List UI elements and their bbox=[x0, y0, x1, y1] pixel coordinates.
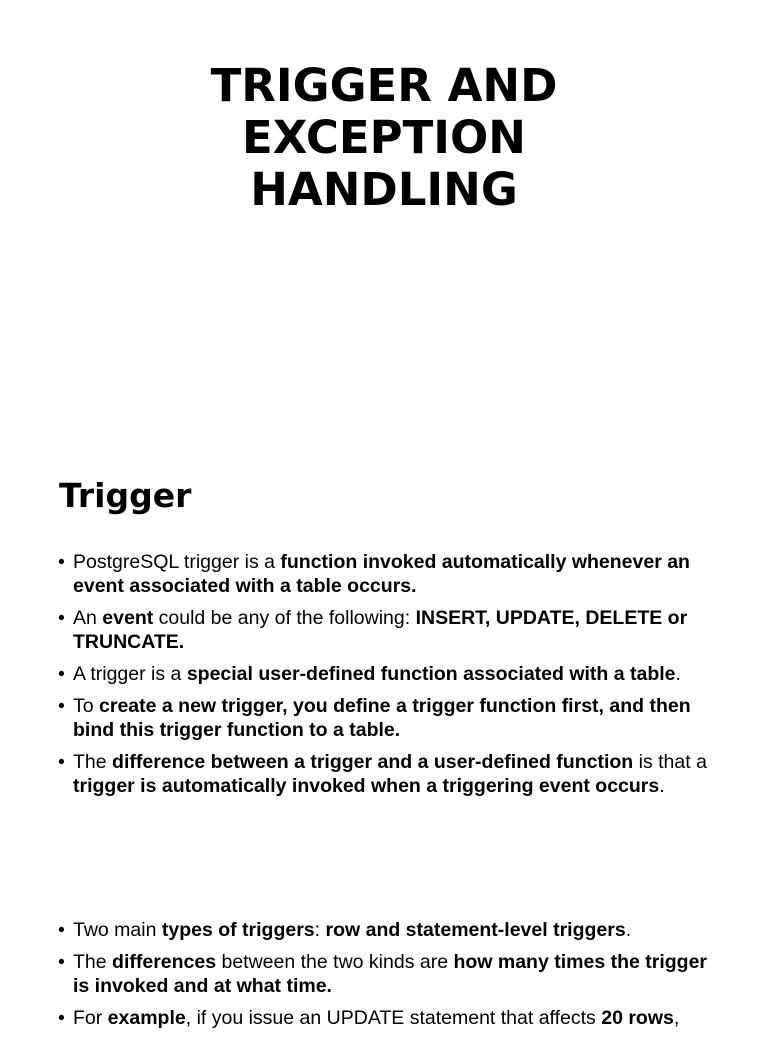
bullet-item bbox=[58, 662, 708, 686]
bold-text: special user-defined function associated with a table bbox=[186, 663, 676, 685]
title-line: EXCEPTION bbox=[242, 111, 526, 164]
bullet-item bbox=[58, 950, 708, 998]
text: For bbox=[73, 1007, 108, 1029]
bold-text: function invoked automatically whenever an event associated with a table occurs. bbox=[73, 551, 690, 597]
text: : bbox=[314, 919, 326, 941]
text: . bbox=[625, 919, 632, 941]
slide-heading: Trigger bbox=[59, 476, 192, 515]
bold-text: how many times the trigger is invoked and at what time. bbox=[73, 951, 708, 997]
text: An bbox=[73, 607, 103, 629]
presentation-title bbox=[0, 60, 768, 216]
bold-text: event bbox=[102, 607, 154, 629]
bullet-item bbox=[58, 918, 708, 942]
bold-text: types of triggers bbox=[161, 919, 315, 941]
text: between the two kinds are bbox=[216, 951, 454, 973]
slide-title bbox=[0, 0, 768, 430]
slide-trigger-types bbox=[0, 860, 768, 1029]
text: To bbox=[73, 695, 100, 717]
text: The bbox=[73, 951, 113, 973]
bold-text: row and statement-level triggers bbox=[325, 919, 626, 941]
bold-text: difference between a trigger and a user-defined function bbox=[112, 751, 634, 773]
bold-text: create a new trigger, you define a trigger function first, and then bind this trigger function to a table. bbox=[73, 695, 691, 741]
bullet-dot-icon: • bbox=[58, 1007, 65, 1029]
text: is that a bbox=[633, 751, 707, 773]
bullet-item bbox=[58, 1006, 708, 1030]
bold-text: example bbox=[107, 1007, 186, 1029]
bullet-dot-icon: • bbox=[58, 951, 65, 973]
slide-trigger bbox=[0, 430, 768, 860]
text: , bbox=[673, 1007, 680, 1029]
bold-text: 20 rows bbox=[601, 1007, 674, 1029]
bullet-item bbox=[58, 606, 708, 654]
text: The bbox=[73, 751, 113, 773]
bullet-item bbox=[58, 750, 708, 798]
bullet-list bbox=[58, 918, 708, 1038]
bullet-item bbox=[58, 694, 708, 742]
text: . bbox=[675, 663, 681, 685]
title-line: TRIGGER AND bbox=[210, 59, 558, 112]
bullet-dot-icon: • bbox=[58, 751, 65, 773]
text: A trigger is a bbox=[73, 663, 187, 685]
bullet-item bbox=[58, 550, 708, 598]
text: . bbox=[659, 775, 665, 797]
bold-text: INSERT, UPDATE, DELETE or TRUNCATE. bbox=[73, 607, 688, 653]
bullet-dot-icon: • bbox=[58, 663, 65, 685]
title-line: HANDLING bbox=[250, 163, 518, 216]
text: , if you issue an UPDATE statement that affects bbox=[185, 1007, 602, 1029]
bullet-dot-icon: • bbox=[58, 695, 65, 717]
bullet-dot-icon: • bbox=[58, 551, 65, 573]
text: Two main bbox=[73, 919, 162, 941]
bullet-list bbox=[58, 550, 708, 806]
text: could be any of the following: bbox=[153, 607, 416, 629]
bold-text: trigger is automatically invoked when a triggering event occurs bbox=[73, 775, 660, 797]
bullet-dot-icon: • bbox=[58, 919, 65, 941]
bold-text: differences bbox=[112, 951, 217, 973]
text: PostgreSQL trigger is a bbox=[73, 551, 281, 573]
bullet-dot-icon: • bbox=[58, 607, 65, 629]
